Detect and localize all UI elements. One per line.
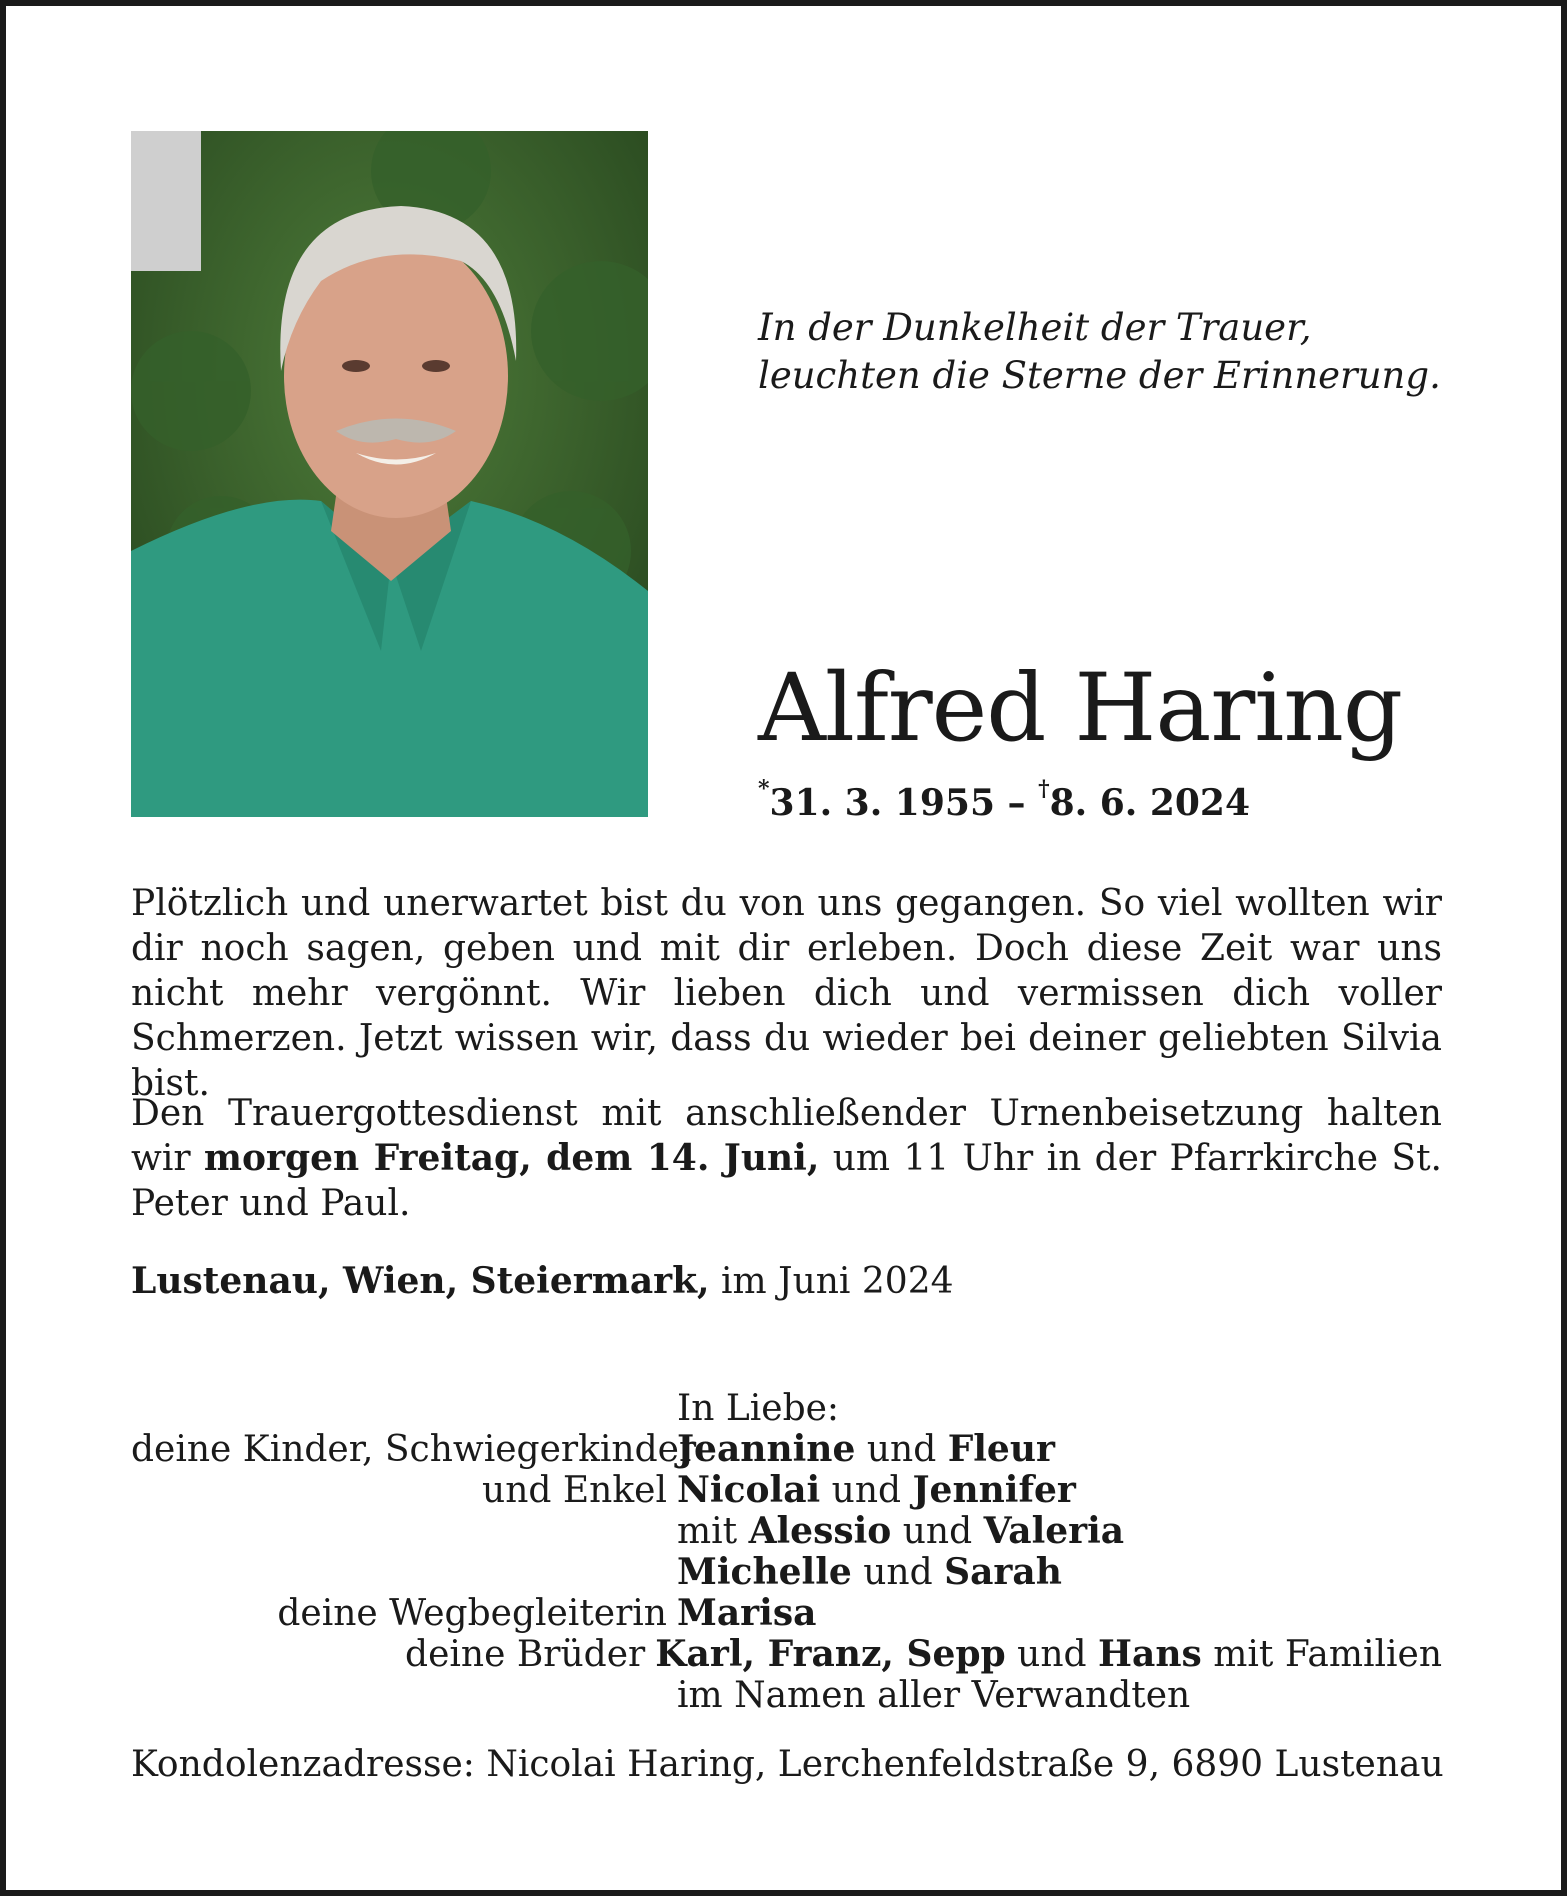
relation-label: deine Brüder (405, 1634, 646, 1675)
farewell-paragraph: Plötzlich und unerwartet bist du von uns gegangen. So viel wollten wir dir noch sagen, geben und mit dir erleben. Doch diese Zeit war uns nicht mehr vergönnt. Wir lieben dich und vermissen dich voller Schmerzen. Jetzt wissen wir, dass du wieder bei deiner geliebten Silvia bist. (131, 883, 1442, 1104)
signature-row (131, 1511, 1442, 1552)
place-date-line (131, 1259, 1442, 1304)
family-signature (131, 1388, 1442, 1716)
relation-label: und Enkel (482, 1470, 667, 1511)
service-paragraph (131, 1091, 1442, 1226)
signature-row (131, 1675, 1442, 1716)
conjunction: und (891, 1511, 984, 1552)
birth-symbol: * (758, 776, 770, 802)
deceased-name: Alfred Haring (758, 654, 1403, 763)
family-name: Jennifer (912, 1469, 1076, 1511)
family-name: Sarah (944, 1551, 1062, 1593)
relatives-line: im Namen aller Verwandten (677, 1675, 1191, 1716)
family-name: Nicolai (677, 1469, 821, 1511)
quote-line-2: leuchten die Sterne der Erinnerung. (758, 354, 1441, 397)
conjunction: und (855, 1429, 948, 1470)
family-name: Hans (1098, 1633, 1202, 1675)
conjunction: und (851, 1552, 945, 1593)
signature-intro: In Liebe: (677, 1388, 840, 1429)
family-name: Valeria (983, 1510, 1125, 1552)
life-dates (758, 776, 1251, 824)
prefix: mit (677, 1511, 749, 1552)
places: Lustenau, Wien, Steiermark, (131, 1260, 710, 1302)
service-text-before: Den Trauergottesdienst mit anschließender Urnenbeisetzung halten wir (131, 1093, 1442, 1179)
memorial-quote (758, 304, 1441, 400)
date-separator: – (995, 782, 1039, 824)
conjunction: und (1005, 1634, 1099, 1675)
conjunction: und (820, 1470, 913, 1511)
signature-row (131, 1429, 1442, 1470)
family-name: Fleur (947, 1428, 1055, 1470)
signature-row (131, 1593, 1442, 1634)
month-year: im Juni 2024 (709, 1261, 954, 1302)
signature-row (131, 1470, 1442, 1511)
family-name: Marisa (677, 1592, 817, 1634)
death-symbol: † (1038, 776, 1050, 802)
relation-label: deine Wegbegleiterin (277, 1593, 667, 1634)
portrait-image (131, 131, 648, 817)
death-date: 8. 6. 2024 (1049, 782, 1251, 824)
condolence-address: Kondolenzadresse: Nicolai Haring, Lerchenfeldstraße 9, 6890 Lustenau (131, 1744, 1444, 1785)
suffix: mit Familien (1201, 1634, 1442, 1675)
signature-intro-row (131, 1388, 1442, 1429)
family-name: Karl, Franz, Sepp (655, 1633, 1006, 1675)
signature-row (131, 1552, 1442, 1593)
relation-label: deine Kinder, Schwiegerkinder (131, 1429, 697, 1470)
service-text-after: um 11 Uhr in der Pfarrkirche St. Peter und Paul. (131, 1138, 1442, 1224)
quote-line-1: In der Dunkelheit der Trauer, (758, 306, 1312, 349)
signature-row (131, 1634, 1442, 1675)
birth-date: 31. 3. 1955 (769, 782, 995, 824)
family-name: Jeannine (677, 1428, 856, 1470)
family-name: Michelle (677, 1551, 852, 1593)
service-date: morgen Freitag, dem 14. Juni, (203, 1137, 820, 1179)
portrait-photo (131, 131, 648, 817)
family-name: Alessio (748, 1510, 892, 1552)
